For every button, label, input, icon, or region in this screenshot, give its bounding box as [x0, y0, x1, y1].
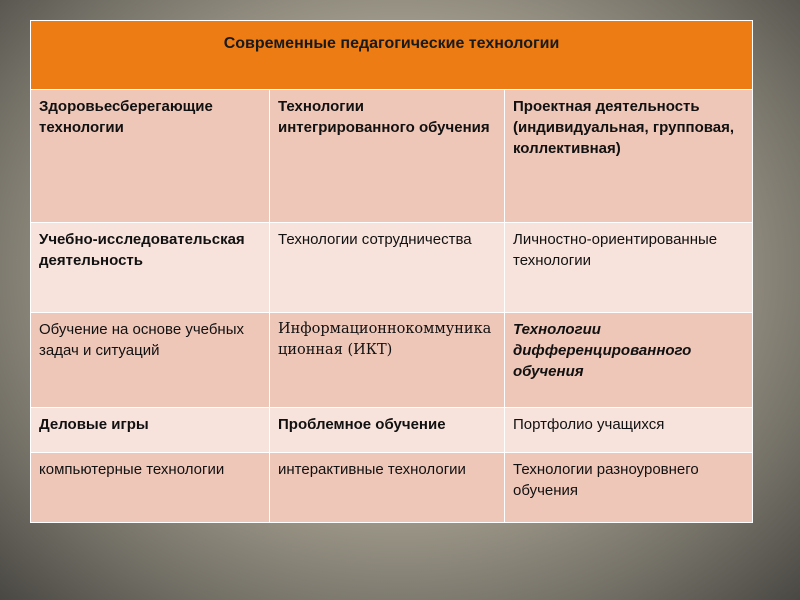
- table-cell: Проектная деятельность (индивидуальная, групповая, коллективная): [505, 90, 753, 223]
- table-cell: компьютерные технологии: [31, 453, 270, 523]
- table-cell: Обучение на основе учебных задач и ситуаций: [31, 313, 270, 408]
- table-cell: Технологии сотрудничества: [270, 223, 505, 313]
- table-cell: Учебно-исследовательская деятельность: [31, 223, 270, 313]
- table-header-row: [31, 21, 753, 90]
- table-title: Современные педагогические технологии: [31, 21, 753, 90]
- table-cell: Проблемное обучение: [270, 408, 505, 453]
- table-cell: интерактивные технологии: [270, 453, 505, 523]
- technologies-table: [30, 20, 753, 523]
- table-cell: Технологии дифференцированного обучения: [505, 313, 753, 408]
- table-cell: Деловые игры: [31, 408, 270, 453]
- table-row: [31, 453, 753, 523]
- table-row: [31, 313, 753, 408]
- table-cell: Портфолио учащихся: [505, 408, 753, 453]
- table-cell: Технологии разноуровнего обучения: [505, 453, 753, 523]
- table-row: [31, 223, 753, 313]
- table-cell: Информационнокоммуникационная (ИКТ): [270, 313, 505, 408]
- table-cell: Здоровьесберегающие технологии: [31, 90, 270, 223]
- table-cell: Технологии интегрированного обучения: [270, 90, 505, 223]
- table-row: [31, 90, 753, 223]
- table-row: [31, 408, 753, 453]
- table-cell: Личностно-ориентированные технологии: [505, 223, 753, 313]
